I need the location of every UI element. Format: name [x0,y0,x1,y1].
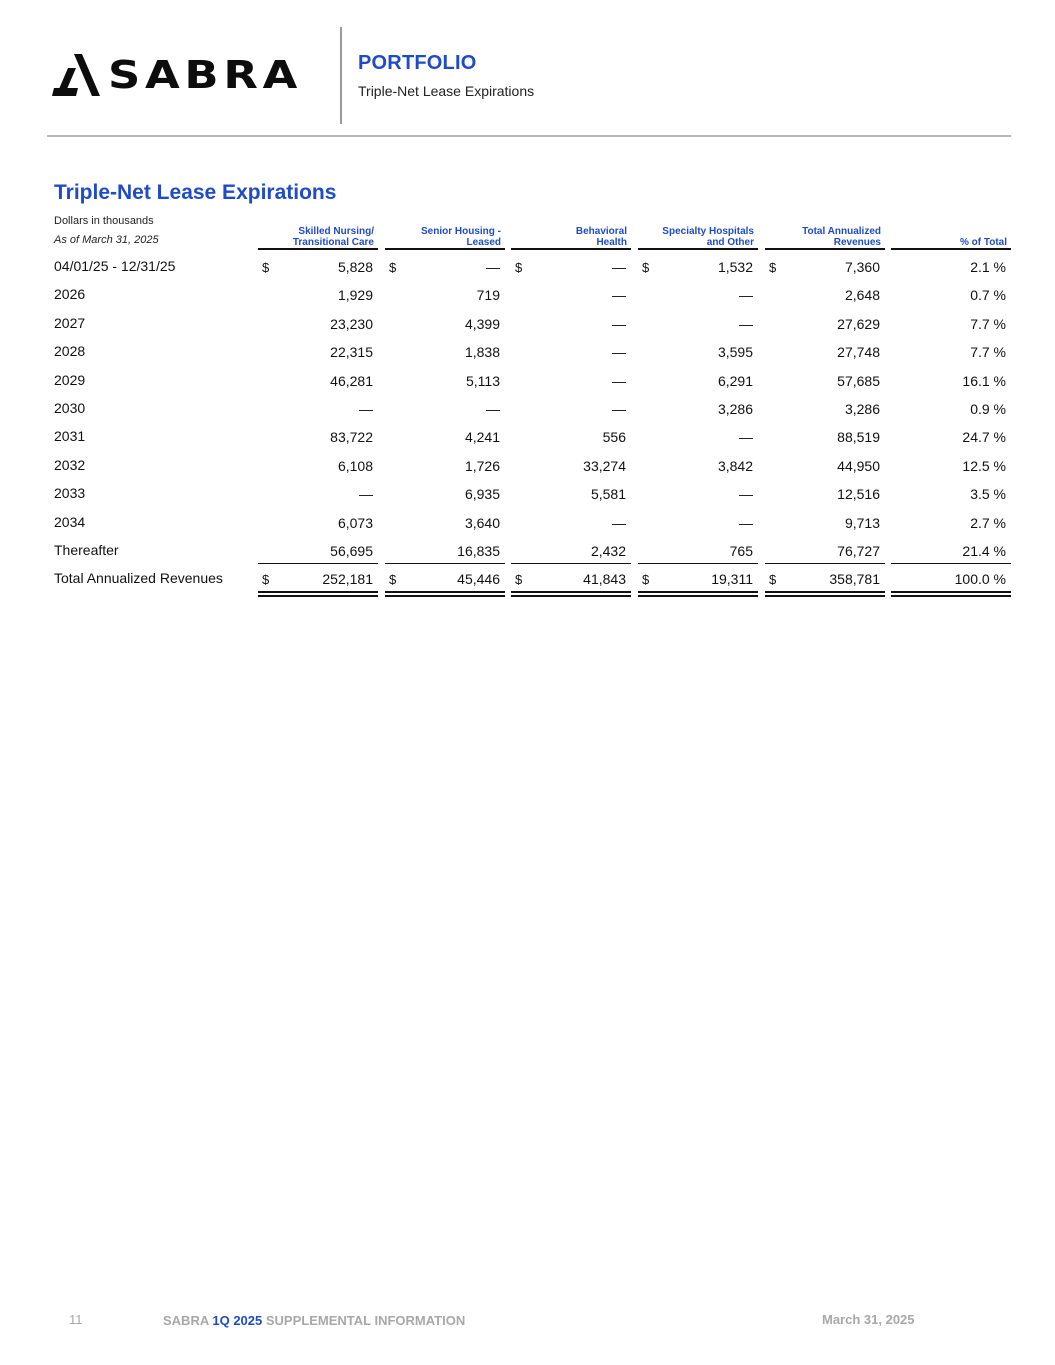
cell-skilled-nursing: 46,281 [330,372,373,389]
cell-specialty-hospitals: 3,286 [717,401,753,417]
total-rule [638,595,758,597]
cell-percent-total: 7.7 % [970,344,1006,361]
cell-percent-total: 2.1 % [970,259,1006,275]
table-title: Triple-Net Lease Expirations [54,181,337,204]
page-number: 11 [69,1312,83,1327]
cell-total-revenues: 3,286 [844,401,880,417]
cell-behavioral-health: — [612,344,626,361]
cell-skilled-nursing: 252,181 [322,571,373,588]
cell-skilled-nursing: 22,315 [330,344,373,361]
sabra-logo [52,52,303,98]
header-rule [47,135,1011,137]
cell-senior-housing: 45,446 [457,571,500,588]
col-header-senior-housing: Senior Housing - Leased [385,224,505,250]
logo-wordmark: SABRA [108,53,303,97]
cell-senior-housing: 6,935 [464,486,500,503]
cell-total-revenues: 12,516 [837,486,880,503]
cell-percent-total: 21.4 % [962,543,1006,559]
subtotal-rule [638,563,758,564]
cell-behavioral-health: — [612,401,626,417]
cell-skilled-nursing: 1,929 [337,287,373,304]
units-note: Dollars in thousands [54,215,154,227]
cell-behavioral-health: 33,274 [583,457,626,474]
cell-percent-total: 2.7 % [970,514,1006,531]
cell-total-revenues: 2,648 [844,287,880,304]
total-rule [385,595,505,597]
cell-total-revenues: 76,727 [837,543,880,559]
total-rule [891,591,1011,593]
cell-skilled-nursing: 6,108 [337,457,373,474]
currency-symbol: $ [769,260,777,275]
cell-total-revenues: 44,950 [837,457,880,474]
row-label: 2026 [54,286,86,303]
cell-total-revenues: 9,713 [844,514,880,531]
cell-percent-total: 16.1 % [962,372,1006,389]
cell-total-revenues: 57,685 [837,372,880,389]
footer-title [163,1313,465,1328]
col-header-total-revenues: Total Annualized Revenues [765,224,885,250]
subtotal-rule [765,563,885,564]
cell-behavioral-health: 556 [602,429,626,446]
currency-symbol: $ [515,572,523,588]
row-label: 2033 [54,485,86,502]
currency-symbol: $ [515,260,523,275]
cell-total-revenues: 88,519 [837,429,880,446]
cell-senior-housing: — [486,401,500,417]
cell-behavioral-health: 2,432 [590,543,626,559]
cell-total-revenues: 358,781 [829,571,880,588]
cell-senior-housing: 16,835 [457,543,500,559]
subtotal-rule [385,563,505,564]
row-label: 2027 [54,314,86,331]
row-label: 2028 [54,343,86,360]
header-divider [340,27,342,124]
cell-specialty-hospitals: — [739,486,753,503]
cell-percent-total: 0.7 % [970,287,1006,304]
cell-senior-housing: 5,113 [466,372,500,389]
cell-skilled-nursing: 23,230 [330,315,373,332]
cell-percent-total: 12.5 % [962,457,1006,474]
col-header-behavioral-health: Behavioral Health [511,224,631,250]
cell-specialty-hospitals: — [739,287,753,304]
cell-specialty-hospitals: — [739,315,753,332]
subtotal-rule [891,563,1011,564]
total-rule [258,595,378,597]
cell-specialty-hospitals: 6,291 [717,372,753,389]
cell-skilled-nursing: — [359,401,373,417]
currency-symbol: $ [262,260,270,275]
cell-behavioral-health: 5,581 [590,486,626,503]
currency-symbol: $ [642,572,650,588]
cell-skilled-nursing: 5,828 [337,259,373,275]
cell-skilled-nursing: 56,695 [330,543,373,559]
cell-total-revenues: 7,360 [844,259,880,275]
cell-senior-housing: — [486,259,500,275]
row-label: Total Annualized Revenues [54,570,223,587]
total-rule [765,591,885,593]
row-label: 04/01/25 - 12/31/25 [54,258,176,274]
footer-label: SUPPLEMENTAL INFORMATION [265,1313,466,1328]
cell-behavioral-health: — [612,287,626,304]
total-rule [511,595,631,597]
cell-senior-housing: 1,838 [464,344,500,361]
row-label: 2029 [54,371,86,388]
total-rule [891,595,1011,597]
cell-specialty-hospitals: — [739,429,753,446]
total-rule [258,591,378,593]
cell-percent-total: 7.7 % [970,315,1006,332]
cell-skilled-nursing: 83,722 [330,429,373,446]
footer-date: March 31, 2025 [822,1312,915,1327]
currency-symbol: $ [389,572,397,588]
cell-skilled-nursing: 6,073 [337,514,373,531]
subtotal-rule [258,563,378,564]
cell-skilled-nursing: — [359,486,373,503]
col-header-specialty-hospitals: Specialty Hospitals and Other [638,224,758,250]
currency-symbol: $ [389,260,397,275]
row-label: 2031 [54,428,86,445]
currency-symbol: $ [642,260,650,275]
sabra-mark-icon [52,52,104,98]
section-title: PORTFOLIO [358,52,477,74]
currency-symbol: $ [769,572,777,588]
cell-specialty-hospitals: 19,311 [711,571,753,588]
cell-percent-total: 24.7 % [962,429,1006,446]
cell-percent-total: 3.5 % [970,486,1006,503]
subtotal-rule [511,563,631,564]
cell-senior-housing: 719 [476,287,500,304]
footer-period: 1Q 2025 [212,1313,263,1328]
row-label: Thereafter [54,542,119,558]
row-label: 2030 [54,400,86,416]
row-label: 2032 [54,456,86,473]
cell-senior-housing: 1,726 [464,457,500,474]
total-rule [638,591,758,593]
currency-symbol: $ [262,572,270,588]
cell-specialty-hospitals: 1,532 [717,259,753,275]
cell-percent-total: 100.0 % [954,571,1006,588]
total-rule [385,591,505,593]
cell-specialty-hospitals: — [739,514,753,531]
cell-behavioral-health: — [612,315,626,332]
row-label: 2034 [54,513,86,530]
cell-senior-housing: 3,640 [464,514,500,531]
col-header-skilled-nursing: Skilled Nursing/ Transitional Care [258,224,378,250]
total-rule [765,595,885,597]
cell-percent-total: 0.9 % [970,401,1006,417]
cell-behavioral-health: — [612,514,626,531]
cell-behavioral-health: 41,843 [583,571,626,588]
col-header-percent-total: % of Total [891,224,1011,250]
cell-senior-housing: 4,399 [464,315,500,332]
section-subtitle: Triple-Net Lease Expirations [358,83,535,99]
cell-total-revenues: 27,748 [837,344,880,361]
cell-specialty-hospitals: 3,595 [717,344,753,361]
cell-specialty-hospitals: 3,842 [717,457,753,474]
footer-brand: SABRA [163,1313,209,1328]
cell-senior-housing: 4,241 [464,429,500,446]
cell-specialty-hospitals: 765 [729,543,753,559]
cell-behavioral-health: — [612,259,626,275]
total-rule [511,591,631,593]
as-of-note: As of March 31, 2025 [54,234,159,246]
cell-total-revenues: 27,629 [837,315,880,332]
cell-behavioral-health: — [612,372,626,389]
